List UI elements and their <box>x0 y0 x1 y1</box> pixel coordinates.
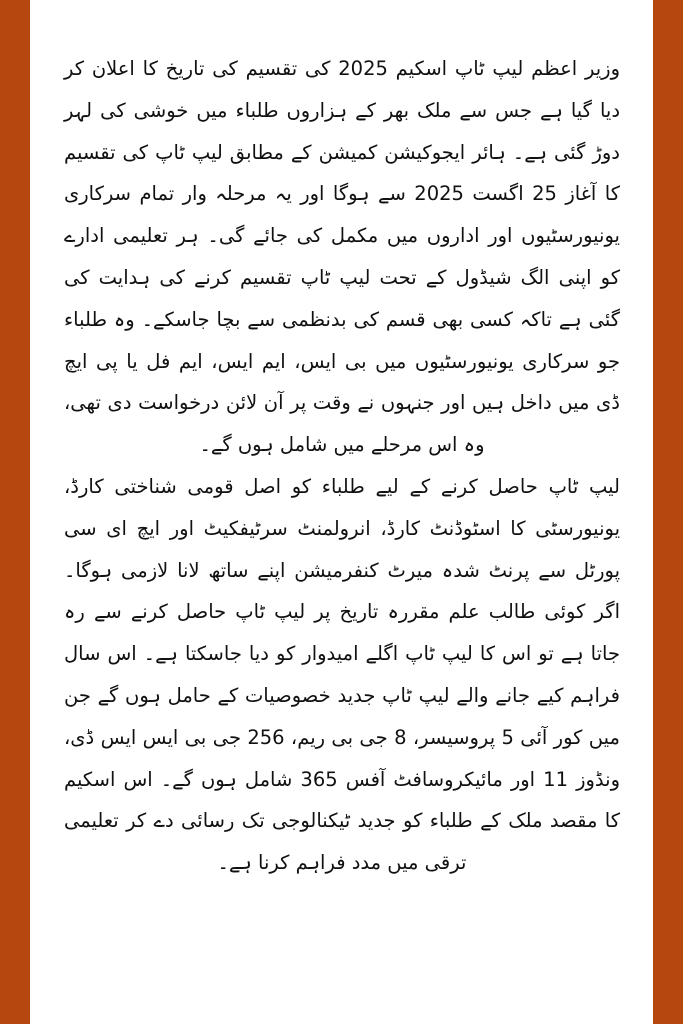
left-border-bar <box>0 0 30 1024</box>
right-border-bar <box>653 0 683 1024</box>
article-body <box>64 48 620 884</box>
paragraph-requirements-specs: لیپ ٹاپ حاصل کرنے کے لیے طلباء کو اصل قومی شناختی کارڈ، یونیورسٹی کا اسٹوڈنٹ کارڈ، انرولمنٹ سرٹیفکیٹ اور ایچ ای سی پورٹل سے پرنٹ شدہ میرٹ کنفرمیشن اپنے ساتھ لانا لازمی ہوگا۔ اگر کوئی طالب علم مقررہ تاریخ پر لیپ ٹاپ حاصل کرنے سے رہ جاتا ہے تو اس کا لیپ ٹاپ اگلے امیدوار کو دیا جاسکتا ہے۔ اس سال فراہم کیے جانے والے لیپ ٹاپ جدید خصوصیات کے حامل ہوں گے جن میں کور آئی 5 پروسیسر، 8 جی بی ریم، 256 جی بی ایس ایس ڈی، ونڈوز 11 اور مائیکروسافٹ آفس 365 شامل ہوں گے۔ اس اسکیم کا مقصد ملک کے طلباء کو جدید ٹیکنالوجی تک رسائی دے کر تعلیمی ترقی میں مدد فراہم کرنا ہے۔ <box>64 474 620 875</box>
paragraph-distribution-announcement: وزیر اعظم لیپ ٹاپ اسکیم 2025 کی تقسیم کی تاریخ کا اعلان کر دیا گیا ہے جس سے ملک بھر کے ہزاروں طلباء میں خوشی کی لہر دوڑ گئی ہے۔ ہائر ایجوکیشن کمیشن کے مطابق لیپ ٹاپ کی تقسیم کا آغاز 25 اگست 2025 سے ہوگا اور یہ مرحلہ وار تمام سرکاری یونیورسٹیوں اور اداروں میں مکمل کی جائے گی۔ ہر تعلیمی ادارے کو اپنی الگ شیڈول کے تحت لیپ ٹاپ تقسیم کرنے کی ہدایت کی گئی ہے تاکہ کسی بھی قسم کی بدنظمی سے بچا جاسکے۔ وہ طلباء جو سرکاری یونیورسٹیوں میں بی ایس، ایم ایس، ایم فل یا پی ایچ ڈی میں داخل ہیں اور جنہوں نے وقت پر آن لائن درخواست دی تھی، وہ اس مرحلے میں شامل ہوں گے۔ <box>64 57 620 457</box>
